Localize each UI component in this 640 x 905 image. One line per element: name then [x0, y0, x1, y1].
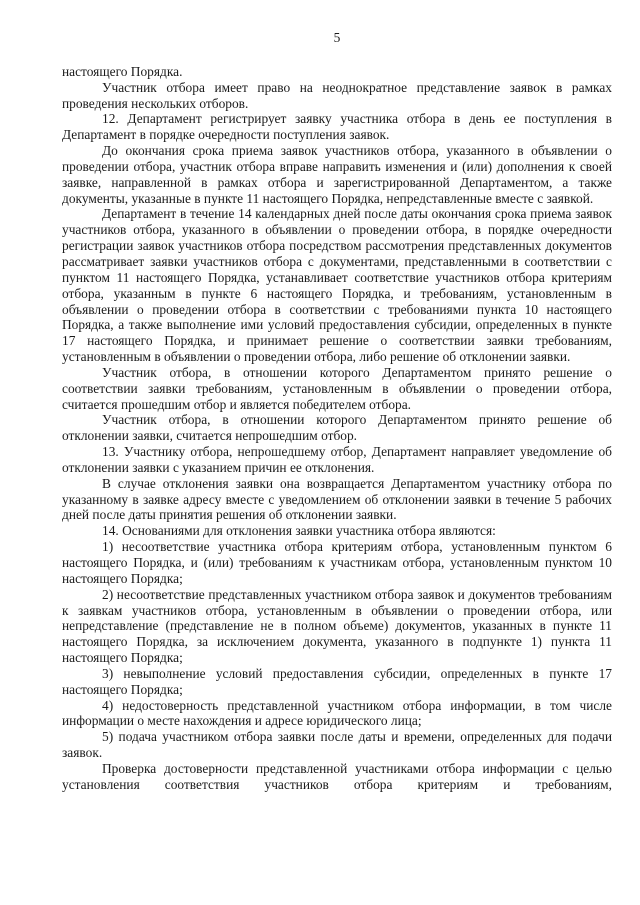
- paragraph: В случае отклонения заявки она возвращается Департаментом участнику отбора по указанному в заявке адресу вместе с уведомлением об отклонении заявки в течение 5 рабочих дней после даты принятия решения об отклонении заявки.: [62, 475, 612, 523]
- document-page: [62, 30, 612, 793]
- document-body: [62, 64, 612, 793]
- paragraph: 4) недостоверность представленной участником отбора информации, в том числе информации о месте нахождения и адресе юридического лица;: [62, 697, 612, 729]
- paragraph: 12. Департамент регистрирует заявку участника отбора в день ее поступления в Департамент в порядке очередности поступления заявок.: [62, 111, 612, 143]
- paragraph: Участник отбора имеет право на неоднократное представление заявок в рамках проведения нескольких отборов.: [62, 79, 612, 111]
- paragraph: 1) несоответствие участника отбора критериям отбора, установленным пунктом 6 настоящего Порядка, и (или) требованиям к участникам отбора, установленным пунктом 10 настоящего Порядка;: [62, 539, 612, 586]
- paragraph: 5) подача участником отбора заявки после даты и времени, определенных для подачи заявок.: [62, 729, 612, 761]
- paragraph: Департамент в течение 14 календарных дней после даты окончания срока приема заявок участников отбора, указанного в объявлении о проведении отбора, в порядке очередности регистрации заявок участников отбора посредством рассмотрения представленных документов рассматривает заявки участников отбора с документами, представленными в соответствии с пунктом 11 настоящего Порядка, устанавливает соответствие участников отбора критериям отбора, указанным в пункте 6 настоящего Порядка, и требованиям, установленным в объявлении о проведении отбора в соответствии с требованиями пункта 10 настоящего Порядка, а также выполнение ими условий предоставления субсидии, определенных в пункте 17 настоящего Порядка, и принимает решение о соответствии заявки требованиям, установленным в объявлении о проведении отбора, либо решение об отклонении заявки.: [62, 206, 612, 365]
- paragraph: Участник отбора, в отношении которого Департаментом принято решение об отклонении заявки, считается непрошедшим отбор.: [62, 412, 612, 444]
- paragraph: настоящего Порядка.: [62, 63, 183, 79]
- paragraph: 2) несоответствие представленных участником отбора заявок и документов требованиям к заявкам участников отбора, установленным в объявлении о проведении отбора, или непредставление (представление не в полном объеме) документов, указанных в пункте 11 настоящего Порядка, за исключением документа, указанного в подпункте 1) пункта 11 настоящего Порядка;: [62, 586, 612, 666]
- paragraph: 13. Участнику отбора, непрошедшему отбор, Департамент направляет уведомление об отклонении заявки с указанием причин ее отклонения.: [62, 444, 612, 475]
- paragraph: Проверка достоверности представленной участниками отбора информации с целью установления соответствия участников отбора критериям и требованиям,: [62, 760, 612, 792]
- paragraph: До окончания срока приема заявок участников отбора, указанного в объявлении о проведении отбора, участник отбора вправе направить изменения и (или) дополнения к своей заявке, направленной в рамках отбора и зарегистрированной Департаментом, а также документы, указанные в пункте 11 настоящего Порядка, непредставленные вместе с заявкой.: [62, 143, 612, 206]
- page-number: 5: [333, 30, 341, 45]
- paragraph: Участник отбора, в отношении которого Департаментом принято решение о соответствии заявки требованиям, установленным в объявлении о проведении отбора, считается прошедшим отбор и является победителем отбора.: [62, 364, 612, 412]
- paragraph: 3) невыполнение условий предоставления субсидии, определенных в пункте 17 настоящего Порядка;: [62, 665, 612, 697]
- paragraph: 14. Основаниями для отклонения заявки участника отбора являются:: [102, 523, 496, 539]
